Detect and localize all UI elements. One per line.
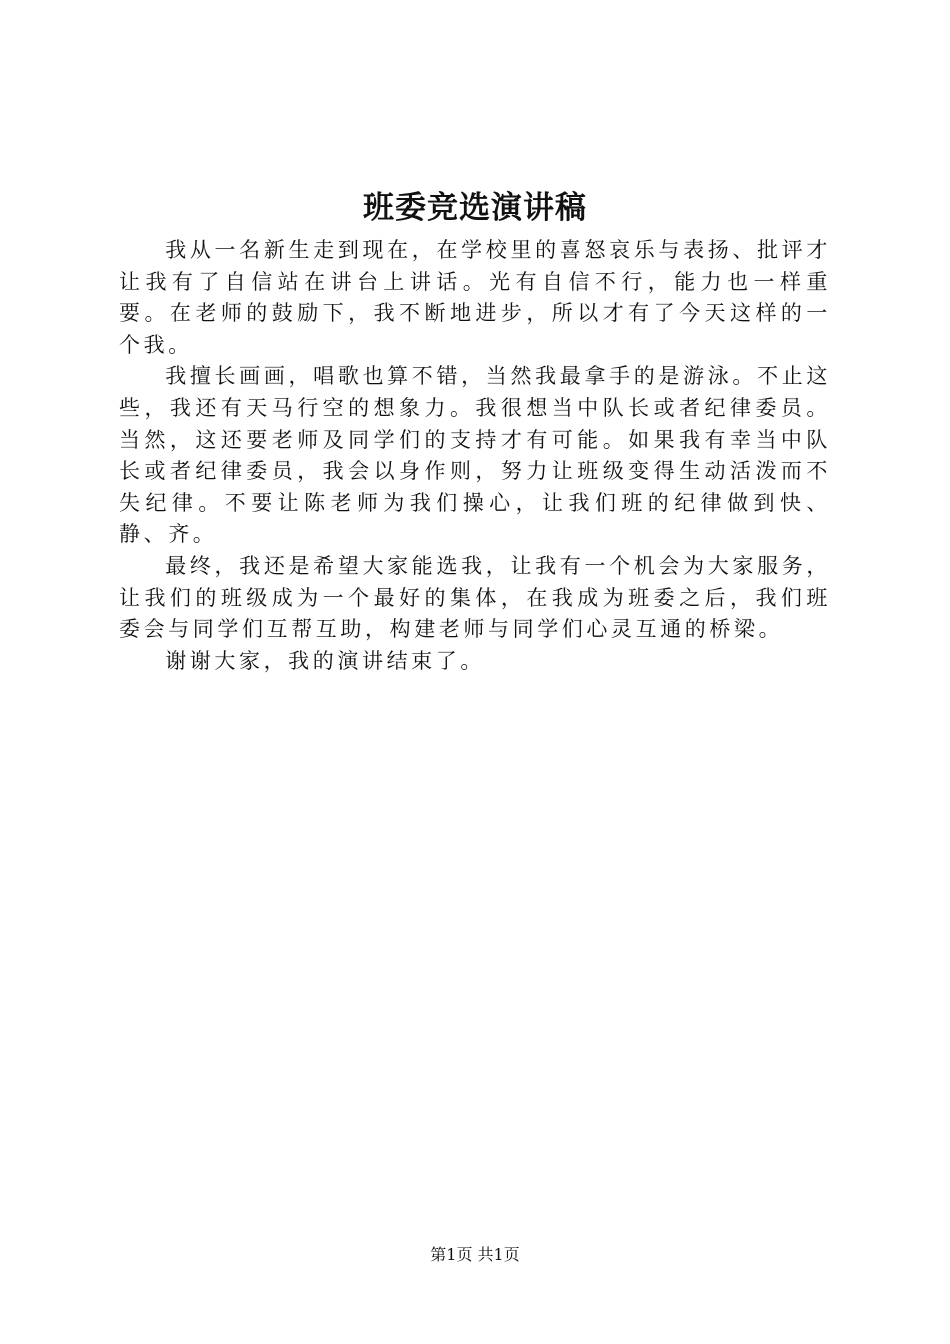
paragraph-4: 谢谢大家，我的演讲结束了。 bbox=[165, 648, 485, 673]
paragraph-3: 最终，我还是希望大家能选我，让我有一个机会为大家服务，让我们的班级成为一个最好的集体，在我成为班委之后，我们班委会与同学们互帮互助，构建老师与同学们心灵互通的桥梁。 bbox=[119, 553, 831, 642]
paragraph-1: 我从一名新生走到现在，在学校里的喜怒哀乐与表扬、批评才让我有了自信站在讲台上讲话。光有自信不行，能力也一样重要。在老师的鼓励下，我不断地进步，所以才有了今天这样的一个我。 bbox=[119, 238, 831, 357]
document-body bbox=[119, 235, 831, 677]
page-number-footer: 第1页 共1页 bbox=[430, 1245, 520, 1264]
paragraph-2: 我擅长画画，唱歌也算不错，当然我最拿手的是游泳。不止这些，我还有天马行空的想象力。我很想当中队长或者纪律委员。当然，这还要老师及同学们的支持才有可能。如果我有幸当中队长或者纪律委员，我会以身作则，努力让班级变得生动活泼而不失纪律。不要让陈老师为我们操心，让我们班的纪律做到快、静、齐。 bbox=[119, 364, 831, 547]
document-title: 班委竞选演讲稿 bbox=[363, 190, 587, 226]
